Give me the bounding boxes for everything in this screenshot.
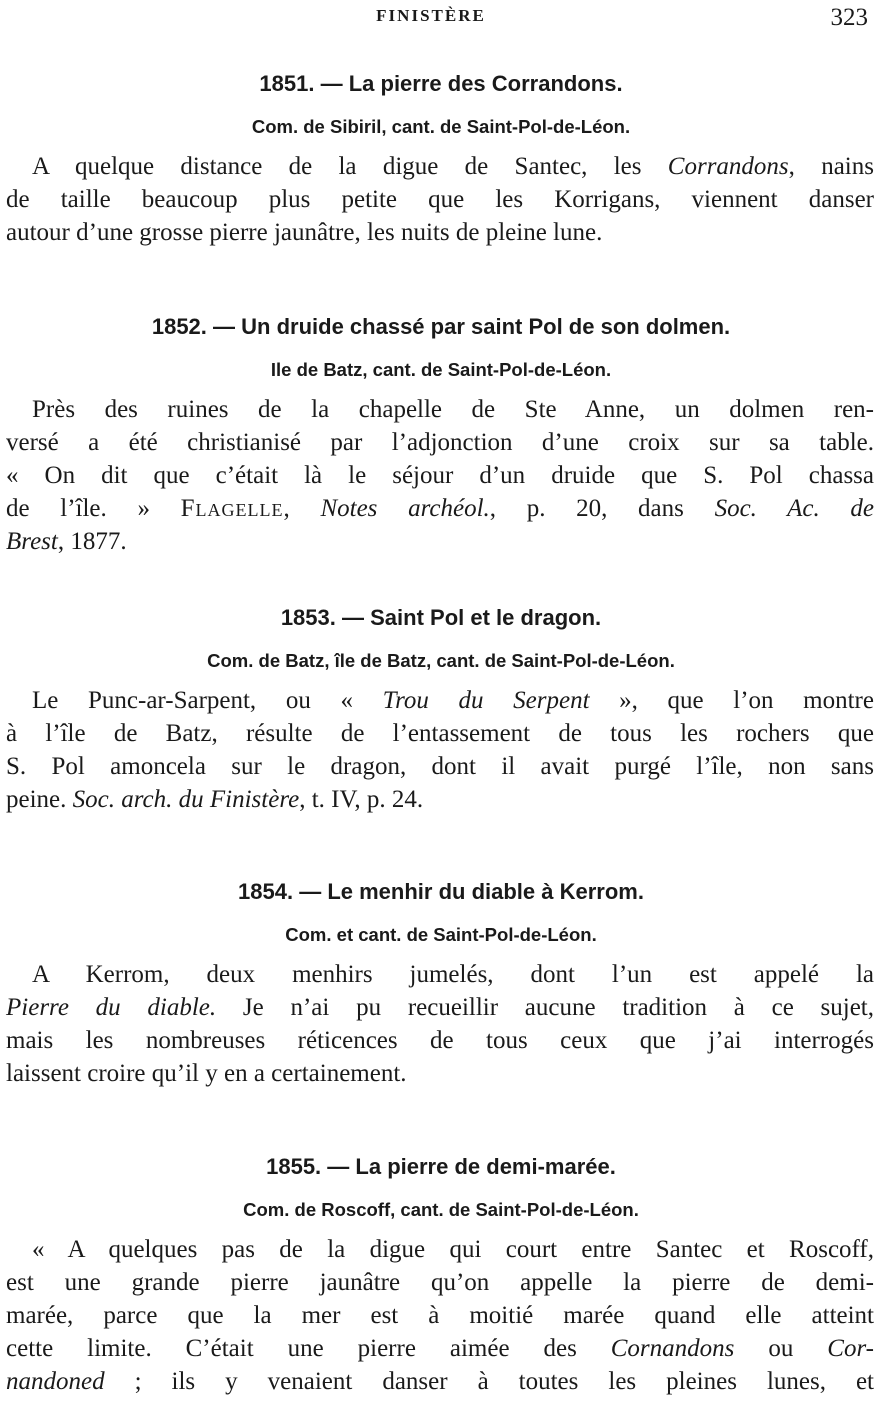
entry-location: Com. de Batz, île de Batz, cant. de Saint-Pol-de-Léon.	[207, 650, 675, 671]
text-segment: A Kerrom, deux menhirs jumelés, dont l’un est appelé la	[32, 961, 874, 988]
entry-location: Com. de Roscoff, cant. de Saint-Pol-de-Léon.	[243, 1199, 639, 1220]
entry-dash: —	[213, 314, 236, 339]
text-line	[6, 991, 874, 1024]
entry-dash: —	[320, 71, 343, 96]
text-segment: à l’île de Batz, résulte de l’entassement de tous les rochers que	[6, 720, 874, 747]
entry-heading	[0, 604, 882, 634]
italic-text: Pierre du diable.	[6, 994, 217, 1021]
entry-title: Saint Pol et le dragon.	[370, 605, 602, 630]
text-segment: laissent croire qu’il y en a certainement.	[6, 1060, 407, 1087]
text-line	[6, 958, 874, 991]
text-line	[6, 525, 874, 558]
entry-heading	[0, 70, 882, 100]
text-line	[6, 750, 874, 783]
text-segment: Je n’ai pu recueillir aucune tradition à ce sujet,	[216, 994, 874, 1021]
text-segment: cette limite. C’était une pierre aimée des	[6, 1335, 611, 1362]
text-segment: marée, parce que la mer est à moitié marée quand elle atteint	[6, 1302, 874, 1329]
text-segment: Le Punc-ar-Sarpent, ou «	[32, 687, 383, 714]
entry-title: Le menhir du diable à Kerrom.	[327, 879, 644, 904]
text-segment: versé a été christianisé par l’adjonction d’une croix sur sa table.	[6, 429, 874, 456]
text-line	[6, 684, 874, 717]
text-line	[6, 216, 874, 249]
entry-body	[0, 393, 882, 558]
text-segment: « On dit que c’était là le séjour d’un druide que S. Pol chassa	[6, 462, 874, 489]
italic-text: Cornandons	[610, 1335, 735, 1362]
entry-location: Com. de Sibiril, cant. de Saint-Pol-de-Léon.	[251, 116, 631, 137]
italic-text: Soc. Ac. de	[714, 495, 875, 522]
entry-1853	[0, 604, 882, 816]
text-segment: A quelque distance de la digue de Santec, les	[32, 153, 668, 180]
entry-body	[0, 150, 882, 249]
entry-title: Un druide chassé par saint Pol de son dolmen.	[241, 314, 731, 339]
entry-body	[0, 684, 882, 816]
running-title: FINISTÈRE	[376, 6, 486, 25]
author-name: Flagelle	[180, 495, 284, 522]
text-line	[6, 1057, 874, 1090]
entry-1852	[0, 313, 882, 558]
text-segment: de l’île. »	[6, 495, 181, 522]
text-segment: S. Pol amoncela sur le dragon, dont il avait purgé l’île, non sans	[6, 753, 874, 780]
entry-title: La pierre des Corrandons.	[348, 71, 623, 96]
text-segment: Près des ruines de la chapelle de Ste Anne, un dolmen ren-	[32, 396, 874, 423]
entry-dash: —	[327, 1154, 350, 1179]
entry-1855	[0, 1153, 882, 1398]
entry-1851	[0, 70, 882, 249]
entry-heading	[0, 313, 882, 343]
entry-number: 1853.	[280, 605, 336, 630]
italic-text: nandoned	[6, 1368, 105, 1395]
entry-dash: —	[342, 605, 364, 630]
text-line	[6, 150, 874, 183]
entry-heading	[0, 878, 882, 908]
text-line	[6, 783, 874, 816]
text-segment: ou	[734, 1335, 828, 1362]
italic-text: Corrandons	[667, 153, 789, 180]
running-head	[0, 4, 882, 32]
text-segment: « A quelques pas de la digue qui court entre Santec et Roscoff,	[32, 1236, 874, 1263]
entry-body	[0, 958, 882, 1090]
text-line	[6, 393, 874, 426]
text-segment: mais les nombreuses réticences de tous ceux que j’ai interrogés	[6, 1027, 874, 1054]
text-line	[6, 459, 874, 492]
italic-text: Trou du Serpent	[382, 687, 590, 714]
page-number: 323	[830, 4, 868, 31]
text-segment: , nains	[788, 153, 874, 180]
text-segment: ,	[283, 495, 321, 522]
text-segment: peine.	[6, 786, 73, 813]
text-line	[6, 426, 874, 459]
text-line	[6, 1332, 874, 1365]
text-segment: , t. IV, p. 24.	[299, 786, 424, 813]
entry-location: Ile de Batz, cant. de Saint-Pol-de-Léon.	[270, 359, 612, 380]
entry-title: La pierre de demi-marée.	[355, 1154, 616, 1179]
text-segment: ; ils y venaient danser à toutes les pleines lunes, et	[104, 1368, 874, 1395]
text-segment: est une grande pierre jaunâtre qu’on appelle la pierre de demi-	[6, 1269, 874, 1296]
text-line	[6, 717, 874, 750]
italic-text: Notes archéol.	[320, 495, 490, 522]
text-line	[6, 183, 874, 216]
entry-number: 1855.	[266, 1154, 322, 1179]
entry-1854	[0, 878, 882, 1090]
entry-heading	[0, 1153, 882, 1183]
italic-text: Cor-	[827, 1335, 874, 1362]
entry-number: 1854.	[238, 879, 294, 904]
text-line	[6, 1365, 874, 1398]
text-line	[6, 1266, 874, 1299]
text-line	[6, 1024, 874, 1057]
text-segment: de taille beaucoup plus petite que les Korrigans, viennent danser	[6, 186, 874, 213]
text-segment: , p. 20, dans	[489, 495, 715, 522]
text-segment: autour d’une grosse pierre jaunâtre, les nuits de pleine lune.	[6, 219, 603, 246]
italic-text: Soc. arch. du Finistère	[72, 786, 300, 813]
italic-text: Brest	[6, 528, 58, 555]
entry-dash: —	[299, 879, 322, 904]
entry-number: 1852.	[151, 314, 207, 339]
text-line	[6, 1233, 874, 1266]
text-line	[6, 492, 874, 525]
text-segment: », que l’on montre	[589, 687, 874, 714]
entry-number: 1851.	[259, 71, 315, 96]
text-line	[6, 1299, 874, 1332]
text-segment: , 1877.	[57, 528, 127, 555]
entry-location: Com. et cant. de Saint-Pol-de-Léon.	[285, 924, 597, 945]
entry-body	[0, 1233, 882, 1398]
